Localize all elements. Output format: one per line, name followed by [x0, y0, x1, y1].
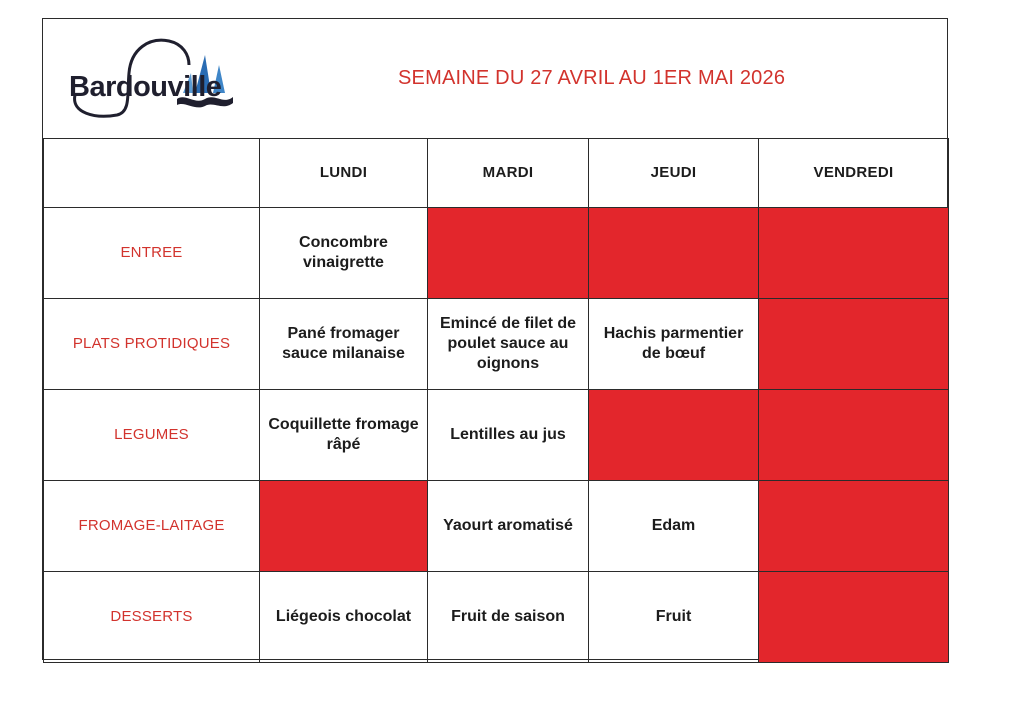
empty-cell	[589, 390, 759, 481]
table-row	[44, 299, 949, 390]
dish-cell: Liégeois chocolat	[260, 572, 428, 663]
dish-cell: Fruit	[589, 572, 759, 663]
bardouville-logo	[65, 33, 245, 125]
category-fromage-laitage: FROMAGE-LAITAGE	[44, 481, 260, 572]
dish-cell: Yaourt aromatisé	[428, 481, 589, 572]
empty-cell	[589, 208, 759, 299]
empty-cell	[759, 208, 949, 299]
category-plats-protidiques: PLATS PROTIDIQUES	[44, 299, 260, 390]
dish-cell: Concombre vinaigrette	[260, 208, 428, 299]
menu-table	[43, 138, 949, 663]
logo-text: Bardouville	[69, 71, 222, 103]
category-entree: ENTREE	[44, 208, 260, 299]
dish-cell: Coquillette fromage râpé	[260, 390, 428, 481]
day-header-jeudi: JEUDI	[589, 139, 759, 208]
empty-cell	[759, 299, 949, 390]
empty-cell	[759, 572, 949, 663]
table-row	[44, 390, 949, 481]
dish-cell: Edam	[589, 481, 759, 572]
day-header-mardi: MARDI	[428, 139, 589, 208]
table-row	[44, 572, 949, 663]
dish-cell: Pané fromager sauce milanaise	[260, 299, 428, 390]
dish-cell: Fruit de saison	[428, 572, 589, 663]
empty-cell	[759, 390, 949, 481]
category-desserts: DESSERTS	[44, 572, 260, 663]
menu-sheet	[42, 18, 948, 660]
day-header-lundi: LUNDI	[260, 139, 428, 208]
header-row	[44, 139, 949, 208]
dish-cell: Emincé de filet de poulet sauce au oignons	[428, 299, 589, 390]
empty-cell	[428, 208, 589, 299]
dish-cell: Lentilles au jus	[428, 390, 589, 481]
table-row	[44, 208, 949, 299]
dish-cell: Hachis parmentier de bœuf	[589, 299, 759, 390]
header	[43, 19, 947, 139]
empty-cell	[260, 481, 428, 572]
empty-cell	[759, 481, 949, 572]
category-legumes: LEGUMES	[44, 390, 260, 481]
corner-cell	[44, 139, 260, 208]
day-header-vendredi: VENDREDI	[759, 139, 949, 208]
week-title: SEMAINE DU 27 AVRIL AU 1ER MAI 2026	[398, 67, 786, 89]
table-row	[44, 481, 949, 572]
